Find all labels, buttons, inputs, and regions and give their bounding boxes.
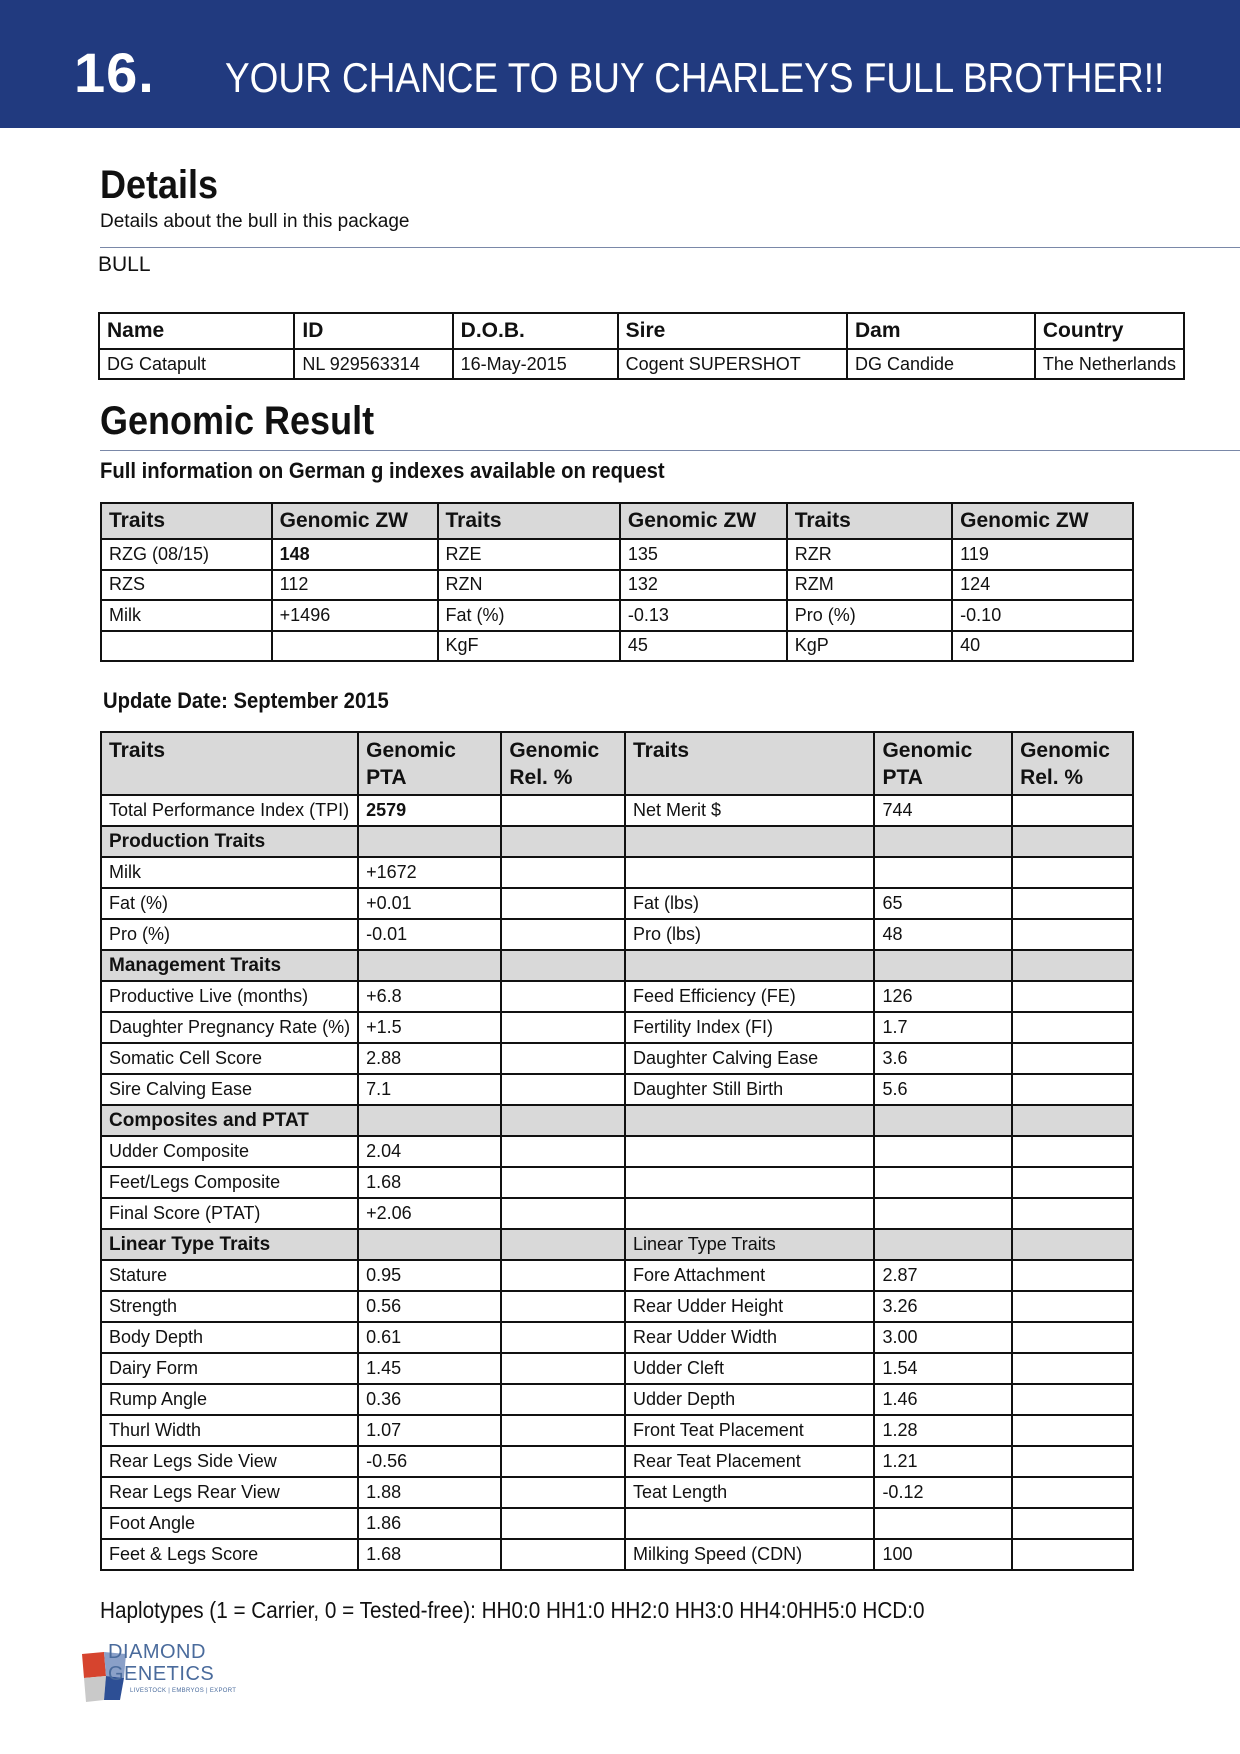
table-cell: 2.87 [874,1260,1012,1291]
table-cell [1012,857,1133,888]
details-subtitle: Details about the bull in this package [100,211,410,232]
table-cell [272,631,438,662]
table-cell [358,1105,501,1136]
table-cell: Somatic Cell Score [101,1043,358,1074]
table-cell: 1.88 [358,1477,501,1508]
table-cell [1012,1198,1133,1229]
table-cell [358,826,501,857]
table-cell: Teat Length [625,1477,874,1508]
table-row [101,1074,1133,1105]
table-cell: 132 [620,570,787,601]
table-cell: Rump Angle [101,1384,358,1415]
table-header-row [99,313,1184,349]
table-row [101,1415,1133,1446]
table-cell: 0.56 [358,1291,501,1322]
bull-sire: Cogent SUPERSHOT [618,349,847,379]
table-cell [1012,1105,1133,1136]
table-cell [1012,950,1133,981]
table-cell: +6.8 [358,981,501,1012]
logo-tagline: LIVESTOCK | EMBRYOS | EXPORT [130,1688,237,1694]
table-cell: Pro (%) [101,919,358,950]
table-cell: Udder Depth [625,1384,874,1415]
table-row [101,1291,1133,1322]
bull-id: NL 929563314 [294,349,452,379]
table-cell: +1496 [272,600,438,631]
table-cell [501,888,625,919]
table-cell: Daughter Calving Ease [625,1043,874,1074]
table-cell [1012,1136,1133,1167]
table-cell: -0.13 [620,600,787,631]
table-cell: 5.6 [874,1074,1012,1105]
table-cell [1012,1508,1133,1539]
table-cell [501,1322,625,1353]
column-header: Country [1035,313,1184,349]
table-cell: Udder Composite [101,1136,358,1167]
table-cell: 126 [874,981,1012,1012]
table-cell: 0.36 [358,1384,501,1415]
section-row [101,1229,1133,1260]
table-cell [501,919,625,950]
table-cell [874,1105,1012,1136]
table-row [101,981,1133,1012]
table-cell: Body Depth [101,1322,358,1353]
table-cell: Daughter Still Birth [625,1074,874,1105]
table-cell: +1672 [358,857,501,888]
table-row [99,349,1184,379]
table-cell: RZE [438,539,620,570]
table-row [101,1384,1133,1415]
table-cell [1012,1043,1133,1074]
table-row [101,600,1133,631]
table-cell [1012,981,1133,1012]
table-cell [501,1353,625,1384]
table-row [101,1353,1133,1384]
table-cell: RZN [438,570,620,601]
column-header: Dam [847,313,1035,349]
section-label: Composites and PTAT [101,1105,358,1136]
table-cell [1012,1384,1133,1415]
table-cell: 48 [874,919,1012,950]
table-cell: Udder Cleft [625,1353,874,1384]
table-cell [625,1508,874,1539]
table-cell: 2.88 [358,1043,501,1074]
genomic-subtitle: Full information on German g indexes available on request [100,458,665,483]
table-cell: 2.04 [358,1136,501,1167]
table-cell [1012,795,1133,826]
bull-dob: 16-May-2015 [453,349,618,379]
table-cell: Final Score (PTAT) [101,1198,358,1229]
table-cell [1012,1446,1133,1477]
table-cell: KgP [787,631,952,662]
table-cell: Feet/Legs Composite [101,1167,358,1198]
table-cell: RZM [787,570,952,601]
bull-details-table [98,312,1185,380]
section-label: Management Traits [101,950,358,981]
table-cell: Stature [101,1260,358,1291]
table-cell [501,1136,625,1167]
table-cell: 119 [952,539,1133,570]
table-cell [1012,1229,1133,1260]
table-cell: 148 [272,539,438,570]
table-cell: Fat (%) [438,600,620,631]
table-cell: Rear Legs Rear View [101,1477,358,1508]
table-row [101,1446,1133,1477]
column-header: Genomic ZW [272,503,438,539]
table-row [101,1260,1133,1291]
table-cell: Strength [101,1291,358,1322]
table-cell [501,1508,625,1539]
table-cell [874,1167,1012,1198]
table-row [101,888,1133,919]
table-cell: Rear Udder Width [625,1322,874,1353]
column-header: Genomic PTA [358,732,501,795]
table-cell: -0.12 [874,1477,1012,1508]
table-cell: Rear Teat Placement [625,1446,874,1477]
table-cell: Milk [101,600,272,631]
table-cell: Net Merit $ [625,795,874,826]
logo-text: GENETICS [108,1663,215,1685]
table-cell: 2579 [358,795,501,826]
page-title: YOUR CHANCE TO BUY CHARLEYS FULL BROTHER!! [225,54,1165,101]
table-cell: 1.46 [874,1384,1012,1415]
bull-name: DG Catapult [99,349,294,379]
table-cell: Pro (%) [787,600,952,631]
section-label: Production Traits [101,826,358,857]
table-cell: 1.54 [874,1353,1012,1384]
table-cell [501,1012,625,1043]
table-cell: Feet & Legs Score [101,1539,358,1570]
table-cell: 7.1 [358,1074,501,1105]
table-cell: -0.01 [358,919,501,950]
table-cell: Thurl Width [101,1415,358,1446]
table-cell: Feed Efficiency (FE) [625,981,874,1012]
genomic-zw-table [100,502,1134,662]
table-row [101,570,1133,601]
table-row [101,1043,1133,1074]
table-row [101,1539,1133,1570]
table-cell: 112 [272,570,438,601]
table-row [101,1136,1133,1167]
table-row [101,1198,1133,1229]
table-cell [501,1229,625,1260]
divider [100,247,1240,248]
table-cell: Fat (%) [101,888,358,919]
table-row [101,1167,1133,1198]
table-cell [501,981,625,1012]
table-cell [625,1136,874,1167]
table-cell: Fertility Index (FI) [625,1012,874,1043]
table-cell: 1.07 [358,1415,501,1446]
table-cell [625,1198,874,1229]
table-cell: +0.01 [358,888,501,919]
table-cell: 0.95 [358,1260,501,1291]
table-row [101,795,1133,826]
table-cell: -0.56 [358,1446,501,1477]
section-row [101,1105,1133,1136]
table-cell: 45 [620,631,787,662]
table-cell: RZS [101,570,272,601]
table-cell: 744 [874,795,1012,826]
haplotypes: Haplotypes (1 = Carrier, 0 = Tested-free): HH0:0 HH1:0 HH2:0 HH3:0 HH4:0HH5:0 HCD:0 [100,1597,925,1623]
table-cell [874,1198,1012,1229]
table-cell [501,1105,625,1136]
table-cell [1012,1415,1133,1446]
table-cell: Rear Legs Side View [101,1446,358,1477]
table-cell [501,950,625,981]
table-cell [1012,1291,1133,1322]
table-cell [625,1167,874,1198]
table-row [101,1508,1133,1539]
table-cell [1012,1074,1133,1105]
table-cell: 1.86 [358,1508,501,1539]
table-cell [501,1291,625,1322]
table-cell [1012,1167,1133,1198]
lot-number: 16. [74,41,155,104]
table-row [101,919,1133,950]
table-cell: 1.68 [358,1167,501,1198]
column-header: ID [294,313,452,349]
table-cell: Daughter Pregnancy Rate (%) [101,1012,358,1043]
bull-country: The Netherlands [1035,349,1184,379]
table-row [101,1477,1133,1508]
column-header: Traits [438,503,620,539]
table-cell [874,826,1012,857]
column-header: Sire [618,313,847,349]
table-cell: Total Performance Index (TPI) [101,795,358,826]
table-cell: 124 [952,570,1133,601]
column-header: D.O.B. [453,313,618,349]
details-heading: Details [100,163,219,207]
column-header: Genomic PTA [874,732,1012,795]
table-cell [358,950,501,981]
table-cell: KgF [438,631,620,662]
column-header: Genomic Rel. % [1012,732,1133,795]
table-cell [501,1043,625,1074]
table-cell [874,950,1012,981]
table-cell: Fat (lbs) [625,888,874,919]
table-cell: 65 [874,888,1012,919]
table-cell: RZG (08/15) [101,539,272,570]
bull-dam: DG Candide [847,349,1035,379]
table-cell [874,1229,1012,1260]
table-cell: 100 [874,1539,1012,1570]
table-cell: -0.10 [952,600,1133,631]
table-cell [501,826,625,857]
table-cell: 1.28 [874,1415,1012,1446]
table-cell [501,1198,625,1229]
column-header: Traits [625,732,874,795]
section-label: Linear Type Traits [101,1229,358,1260]
table-cell: 40 [952,631,1133,662]
table-cell [1012,1353,1133,1384]
table-cell: 135 [620,539,787,570]
table-cell [625,950,874,981]
table-cell: Linear Type Traits [625,1229,874,1260]
column-header: Traits [101,732,358,795]
table-cell [874,1136,1012,1167]
table-cell [501,1539,625,1570]
table-header-row [101,503,1133,539]
column-header: Traits [101,503,272,539]
table-cell [501,1167,625,1198]
table-cell: 3.6 [874,1043,1012,1074]
update-date: Update Date: September 2015 [103,688,389,713]
table-cell [501,1415,625,1446]
table-cell: Sire Calving Ease [101,1074,358,1105]
bull-label: BULL [98,253,151,276]
table-cell: Milk [101,857,358,888]
logo-text: DIAMOND [108,1641,206,1663]
table-cell [358,1229,501,1260]
table-cell [501,1477,625,1508]
table-cell: Fore Attachment [625,1260,874,1291]
table-cell [501,795,625,826]
table-cell: 1.7 [874,1012,1012,1043]
table-cell: 0.61 [358,1322,501,1353]
table-cell [625,826,874,857]
table-cell [625,857,874,888]
table-cell: Pro (lbs) [625,919,874,950]
genomic-pta-table [100,731,1134,1571]
table-cell: Dairy Form [101,1353,358,1384]
table-cell [874,1508,1012,1539]
genomic-heading: Genomic Result [100,399,375,443]
table-cell [1012,1539,1133,1570]
table-cell [501,1260,625,1291]
table-cell [1012,826,1133,857]
table-cell: RZR [787,539,952,570]
column-header: Name [99,313,294,349]
table-cell [625,1105,874,1136]
table-row [101,1322,1133,1353]
section-row [101,950,1133,981]
table-cell: 1.45 [358,1353,501,1384]
table-cell [501,1446,625,1477]
table-row [101,857,1133,888]
table-cell [874,857,1012,888]
table-cell: 1.68 [358,1539,501,1570]
table-cell [101,631,272,662]
table-cell: Foot Angle [101,1508,358,1539]
table-row [101,539,1133,570]
column-header: Genomic ZW [952,503,1133,539]
table-cell: 1.21 [874,1446,1012,1477]
table-cell [501,1074,625,1105]
table-header-row [101,732,1133,795]
table-cell [1012,919,1133,950]
section-row [101,826,1133,857]
table-cell [1012,1477,1133,1508]
table-cell: Productive Live (months) [101,981,358,1012]
table-cell [1012,1260,1133,1291]
column-header: Genomic Rel. % [501,732,625,795]
column-header: Traits [787,503,952,539]
table-cell [1012,1012,1133,1043]
table-row [101,631,1133,662]
table-cell: 3.00 [874,1322,1012,1353]
column-header: Genomic ZW [620,503,787,539]
table-cell [1012,1322,1133,1353]
table-cell [501,857,625,888]
table-cell: 3.26 [874,1291,1012,1322]
table-cell: +1.5 [358,1012,501,1043]
divider [100,450,1240,451]
table-cell [1012,888,1133,919]
table-cell: Milking Speed (CDN) [625,1539,874,1570]
table-cell [501,1384,625,1415]
table-cell: +2.06 [358,1198,501,1229]
table-cell: Front Teat Placement [625,1415,874,1446]
table-cell: Rear Udder Height [625,1291,874,1322]
table-row [101,1012,1133,1043]
